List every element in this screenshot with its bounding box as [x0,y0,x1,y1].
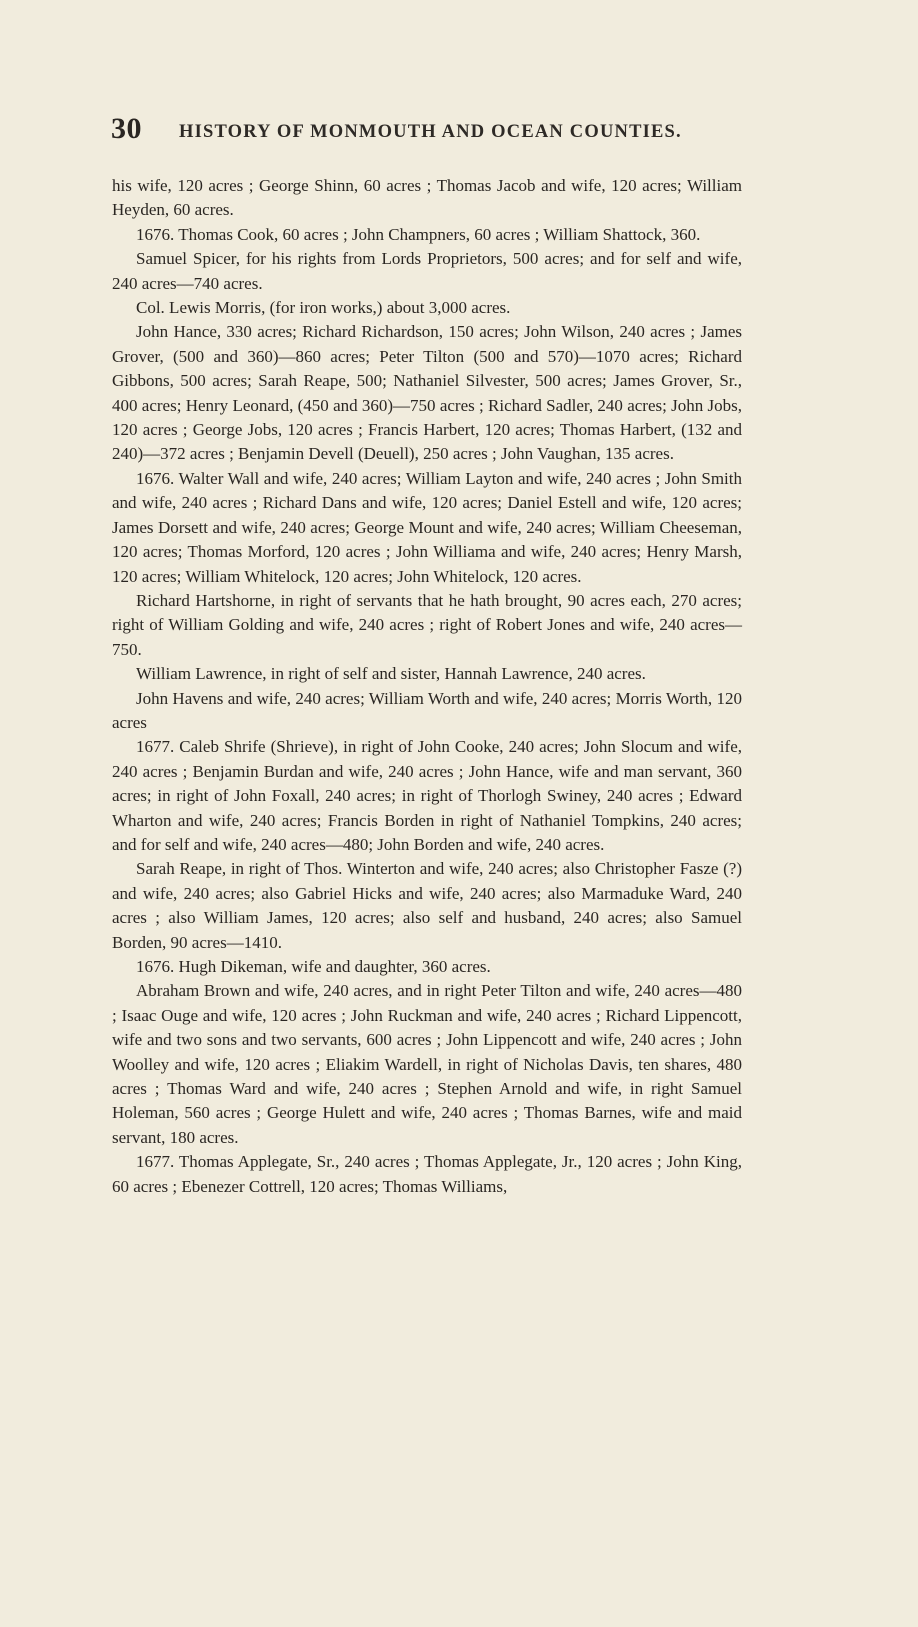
paragraph: William Lawrence, in right of self and sister, Hannah Lawrence, 240 acres. [136,664,646,684]
paragraph: John Hance, 330 acres; Richard Richardson, 150 acres; John Wilson, 240 acres ; James Grover, (500 and 360)—860 acres; Peter Tilton (500 and 570)—1070 acres; Richard Gibbons, 500 acres; Sarah Reape, 500; Nathaniel Silvester, 500 acres; James Grover, Sr., 400 acres; Henry Leonard, (450 and 360)—750 acres ; Richard Sadler, 240 acres; John Jobs, 120 acres ; George Jobs, 120 acres ; Francis Harbert, 120 acres; Thomas Harbert, (132 and 240)—372 acres ; Benjamin Devell (Deuell), 250 acres ; John Vaughan, 135 acres. [112,322,742,464]
running-head: HISTORY OF MONMOUTH AND OCEAN COUNTIES. [179,122,682,142]
paragraph: 1677. Caleb Shrife (Shrieve), in right of John Cooke, 240 acres; John Slocum and wife, 240 acres ; Benjamin Burdan and wife, 240 acres ; John Hance, wife and man servant, 360 acres; in right of John Foxall, 240 acres; in right of Thorlogh Swiney, 240 acres ; Edward Wharton and wife, 240 acres; Francis Borden in right of Nathaniel Tompkins, 240 acres; and for self and wife, 240 acres—480; John Borden and wife, 240 acres. [112,737,742,854]
page-number: 30 [111,112,142,145]
paragraph: his wife, 120 acres ; George Shinn, 60 acres ; Thomas Jacob and wife, 120 acres; William Heyden, 60 acres. [112,176,742,220]
body-text [112,174,742,1199]
paragraph: John Havens and wife, 240 acres; William Worth and wife, 240 acres; Morris Worth, 120 acres [112,688,742,732]
paragraph: 1676. Hugh Dikeman, wife and daughter, 360 acres. [136,957,491,976]
paragraph: Col. Lewis Morris, (for iron works,) about 3,000 acres. [136,298,511,318]
paragraph: 1677. Thomas Applegate, Sr., 240 acres ; Thomas Applegate, Jr., 120 acres ; John King, 60 acres ; Ebenezer Cottrell, 120 acres; Thomas Williams, [112,1152,742,1196]
paragraph: 1676. Thomas Cook, 60 acres ; John Champners, 60 acres ; William Shattock, 360. [136,224,701,244]
paragraph: Abraham Brown and wife, 240 acres, and in right Peter Tilton and wife, 240 acres—480 ; Isaac Ouge and wife, 120 acres ; John Ruckman and wife, 240 acres ; Richard Lippencott, wife and two sons and two servants, 600 acres ; John Lippencott and wife, 240 acres ; John Woolley and wife, 120 acres ; Eliakim Wardell, in right of Nicholas Davis, ten shares, 480 acres ; Thomas Ward and wife, 240 acres ; Stephen Arnold and wife, in right Samuel Holeman, 560 acres ; George Hulett and wife, 240 acres ; Thomas Barnes, wife and maid servant, 180 acres. [112,981,742,1147]
page-header [111,112,751,152]
paragraph: Sarah Reape, in right of Thos. Winterton and wife, 240 acres; also Christopher Fasze (?) and wife, 240 acres; also Gabriel Hicks and wife, 240 acres; also Marmaduke Ward, 240 acres ; also William James, 120 acres; also self and husband, 240 acres; also Samuel Borden, 90 acres—1410. [112,859,742,952]
paragraph: 1676. Walter Wall and wife, 240 acres; William Layton and wife, 240 acres ; John Smith and wife, 240 acres ; Richard Dans and wife, 120 acres; Daniel Estell and wife, 120 acres; James Dorsett and wife, 240 acres; George Mount and wife, 240 acres; William Cheeseman, 120 acres; Thomas Morford, 120 acres ; John Williama and wife, 240 acres; Henry Marsh, 120 acres; William Whitelock, 120 acres; John Whitelock, 120 acres. [112,468,742,586]
paragraph: Richard Hartshorne, in right of servants that he hath brought, 90 acres each, 270 acres; right of William Golding and wife, 240 acres ; right of Robert Jones and wife, 240 acres—750. [112,590,742,659]
paragraph: Samuel Spicer, for his rights from Lords Proprietors, 500 acres; and for self and wife, 240 acres—740 acres. [112,249,742,293]
